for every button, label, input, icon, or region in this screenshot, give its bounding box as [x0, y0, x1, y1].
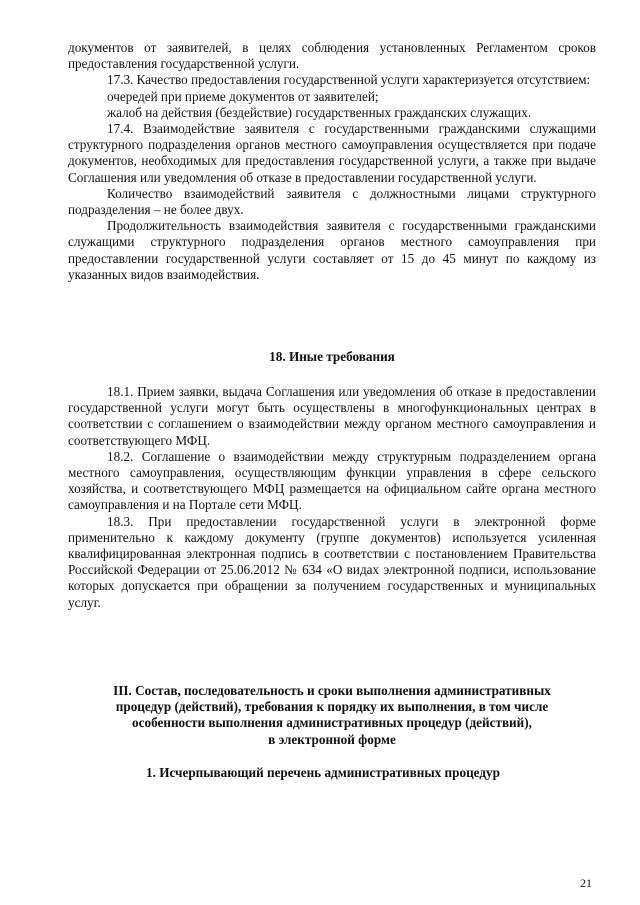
- page-number: 21: [580, 876, 592, 890]
- list-item-queues: очередей при приеме документов от заявителей;: [107, 88, 379, 104]
- section-3-heading-line-2: процедур (действий), требования к порядку их выполнения, в том числе: [115, 699, 549, 715]
- list-item-complaints: жалоб на действия (бездействие) государственных гражданских служащих.: [107, 104, 532, 120]
- section-18-body: [68, 384, 596, 611]
- section-18-heading: 18. Иные требования: [269, 349, 395, 364]
- subsection-1-heading: 1. Исчерпывающий перечень административных процедур: [146, 765, 500, 780]
- section-3-heading-line-1: III. Состав, последовательность и сроки выполнения административных: [113, 683, 551, 698]
- section-3-heading-block: [60, 683, 604, 748]
- paragraph-17-3: 17.3. Качество предоставления государственной услуги характеризуется отсутствием:: [107, 72, 591, 88]
- paragraph-17-4: 17.4. Взаимодействие заявителя с государственными гражданскими служащими структурного подразделения органов местного самоуправления осуществляется при подаче документов, необходимых для предоставления государственной услуги, а также при выдаче Соглашения или уведомления об отказе в предоставлении государственной услуги.: [68, 121, 596, 185]
- paragraph-18-2: 18.2. Соглашение о взаимодействии между структурным подразделением органа местного самоуправления, осуществляющим функции управления в сфере сельского хозяйства, и соответствующего МФЦ размещается на официальном сайте органа местного самоуправления и на Портале сети МФЦ.: [68, 448, 596, 513]
- section-18-heading-block: [68, 349, 596, 365]
- paragraph-18-3: 18.3. При предоставлении государственной услуги в электронной форме применительно к каждому документу (группе документов) используется усиленная квалифицированная электронная подпись в соответствии с постановлением Правительства Российской Федерации от 25.06.2012 № 634 «О видах электронной подписи, использование которых допускается при обращении за получением государственных и муниципальных услуг.: [68, 513, 596, 610]
- paragraph-interaction-count: Количество взаимодействий заявителя с должностными лицами структурного подразделения – не более двух.: [68, 185, 596, 218]
- section-3-heading-line-4: в электронной форме: [268, 731, 396, 747]
- paragraph-18-1: 18.1. Прием заявки, выдача Соглашения или уведомления об отказе в предоставлении государственной услуги могут быть осуществлены в многофункциональных центрах в соответствии с соглашением о взаимодействии между органом местного самоуправления и соответствующего МФЦ.: [68, 384, 596, 448]
- paragraph-interaction-duration: Продолжительность взаимодействия заявителя с государственными гражданскими служащими структурного подразделения органов местного самоуправления при предоставлении государственной услуги составляет от 15 до 45 минут по каждому из указанных видов взаимодействия.: [68, 218, 596, 282]
- top-text-block: [68, 40, 596, 283]
- subsection-1-heading-block: [146, 765, 606, 781]
- paragraph-continuation: документов от заявителей, в целях соблюдения установленных Регламентом сроков предоставления государственной услуги.: [68, 40, 596, 72]
- section-3-heading-line-3: особенности выполнения административных процедур (действий),: [132, 715, 532, 731]
